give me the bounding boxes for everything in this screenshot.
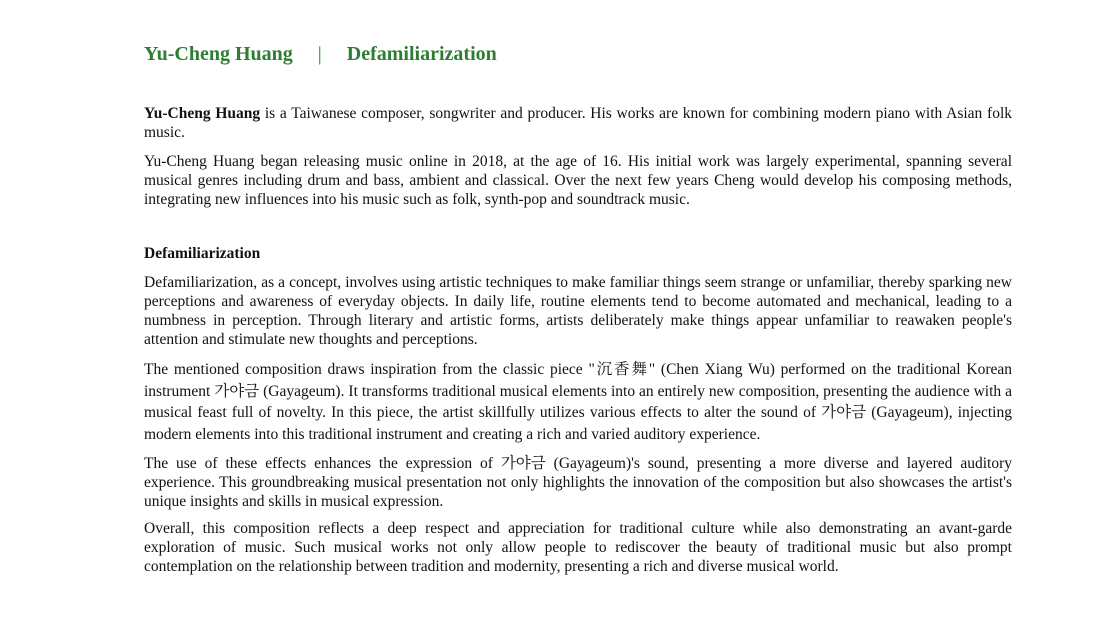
section-heading: Defamiliarization — [144, 245, 261, 262]
section-paragraph-1: Defamiliarization, as a concept, involves using artistic techniques to make familiar things seem strange or unfamiliar, thereby sparking new perceptions and awareness of everyday objects. In daily life, routine elements tend to become automated and mechanical, leading to a numbness in perception. Through literary and artistic forms, artists deliberately make things appear unfamiliar to reawaken people's attention and stimulate new thoughts and perceptions. — [144, 274, 1012, 348]
author-name: Yu-Cheng Huang — [144, 43, 293, 65]
intro-paragraph-2: Yu-Cheng Huang began releasing music online in 2018, at the age of 16. His initial work was largely experimental, spanning several musical genres including drum and bass, ambient and classical. Over the next few years Cheng would develop his composing methods, integrating new influences into his music such as folk, synth-pop and soundtrack music. — [144, 153, 1012, 208]
section-paragraph-3: The use of these effects enhances the expression of 가야금 (Gayageum)'s sound, presenting a more diverse and layered auditory experience. This groundbreaking musical presentation not only highlights the innovation of the composition but also showcases the artist's unique insights and skills in musical expression. — [144, 455, 1012, 510]
intro-paragraph-1-text: is a Taiwanese composer, songwriter and producer. His works are known for combining modern piano with Asian folk music. — [144, 105, 1012, 141]
intro-bold-name: Yu-Cheng Huang — [144, 105, 261, 122]
document-page — [144, 40, 1012, 576]
title-separator: | — [317, 43, 322, 65]
page-title — [144, 40, 1012, 68]
intro-paragraph-1 — [144, 104, 1012, 142]
section-paragraph-4: Overall, this composition reflects a deep respect and appreciation for traditional culture while also demonstrating an avant-garde exploration of music. Such musical works not only allow people to rediscover the beauty of traditional music but also prompt contemplation on the relationship between tradition and modernity, presenting a rich and diverse musical world. — [144, 520, 1012, 575]
work-title: Defamiliarization — [346, 43, 497, 65]
section-paragraph-2: The mentioned composition draws inspiration from the classic piece "沉香舞" (Chen Xiang Wu) performed on the traditional Korean instrument 가야금 (Gayageum). It transforms traditional musical elements into an entirely new composition, presenting the audience with a musical feast full of novelty. In this piece, the artist skillfully utilizes various effects to alter the sound of 가야금 (Gayageum), injecting modern elements into this traditional instrument and creating a rich and varied auditory experience. — [144, 361, 1012, 443]
